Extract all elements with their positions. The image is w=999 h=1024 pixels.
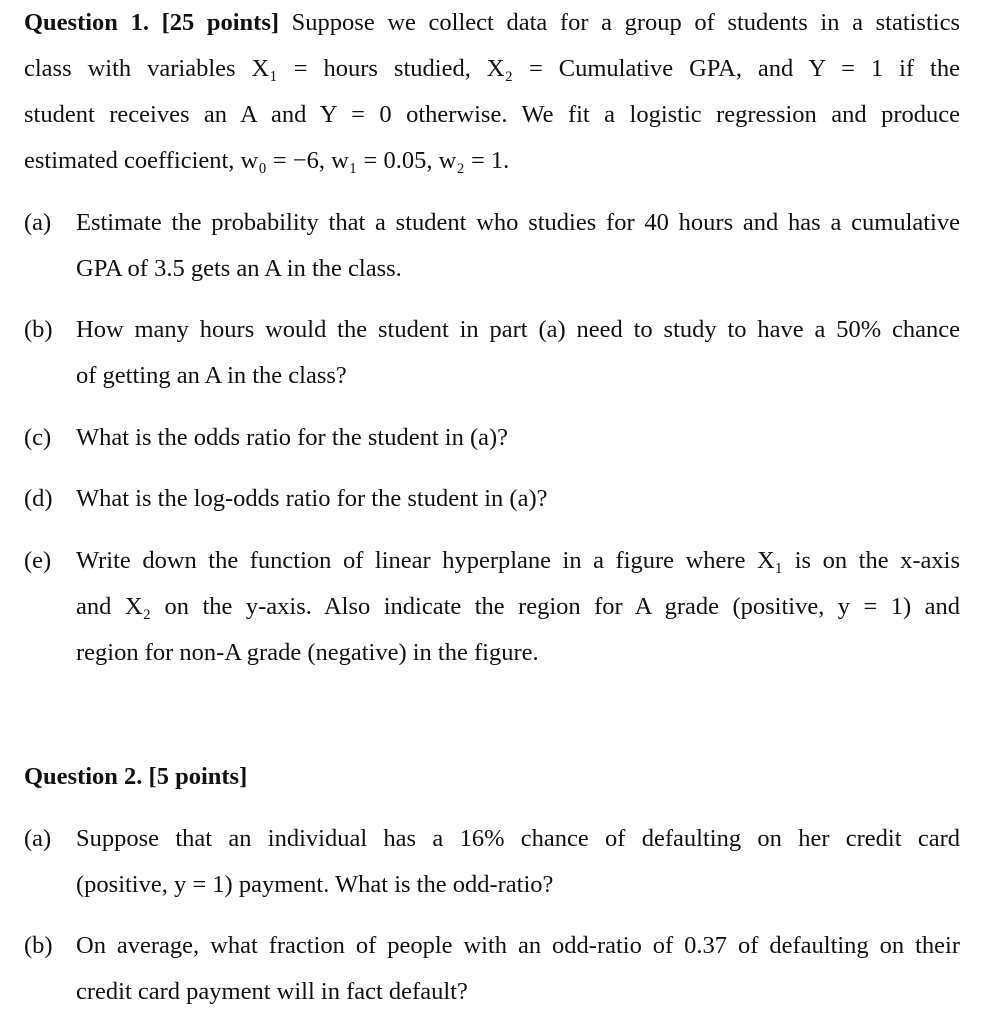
q1-part-c-line-1: What is the odds ratio for the student in (a)? — [76, 424, 509, 451]
q2-part-a-line-2: (positive, y = 1) payment. What is the odd-ratio? — [76, 871, 554, 898]
q1-part-d-label: (d) — [24, 485, 53, 512]
q2-part-b-label: (b) — [24, 932, 53, 959]
q2-title: Question 2. [5 points] — [24, 763, 248, 790]
q1-intro-line-2: class with variables X₁ = hours studied, X₂ = Cumulative GPA, and Y = 1 if the — [24, 55, 960, 82]
q1-part-a-line-1: Estimate the probability that a student who studies for 40 hours and has a cumulative — [76, 209, 960, 236]
q1-part-e-label: (e) — [24, 547, 52, 574]
q2-part-a-label: (a) — [24, 825, 52, 852]
q1-intro-text-1: Suppose we collect data for a group of students in a statistics — [291, 9, 960, 36]
q1-part-e-line-2: and X₂ on the y-axis. Also indicate the region for A grade (positive, y = 1) and — [76, 593, 960, 620]
q1-part-a-line-2: GPA of 3.5 gets an A in the class. — [76, 255, 402, 282]
q1-part-a-label: (a) — [24, 209, 52, 236]
q1-intro-line-3: student receives an A and Y = 0 otherwise. We fit a logistic regression and produce — [24, 101, 960, 128]
q2-part-b-line-1: On average, what fraction of people with an odd-ratio of 0.37 of defaulting on their — [76, 932, 960, 959]
q1-intro-line-1 — [24, 8, 960, 38]
q1-part-c-label: (c) — [24, 424, 52, 451]
q1-part-b-label: (b) — [24, 316, 53, 343]
q2-part-a-line-1: Suppose that an individual has a 16% chance of defaulting on her credit card — [76, 825, 960, 852]
q1-part-b-line-1: How many hours would the student in part (a) need to study to have a 50% chance — [76, 316, 960, 343]
q1-part-d-line-1: What is the log-odds ratio for the student in (a)? — [76, 485, 548, 512]
q1-intro-line-4: estimated coefficient, w₀ = −6, w₁ = 0.05, w₂ = 1. — [24, 147, 510, 174]
q1-part-e-line-3: region for non-A grade (negative) in the figure. — [76, 639, 539, 666]
q1-title: Question 1. [25 points] — [24, 9, 280, 36]
q1-part-b-line-2: of getting an A in the class? — [76, 362, 347, 389]
q2-part-b-line-2: credit card payment will in fact default? — [76, 978, 468, 1005]
q1-part-e-line-1: Write down the function of linear hyperplane in a figure where X₁ is on the x-axis — [76, 547, 960, 574]
